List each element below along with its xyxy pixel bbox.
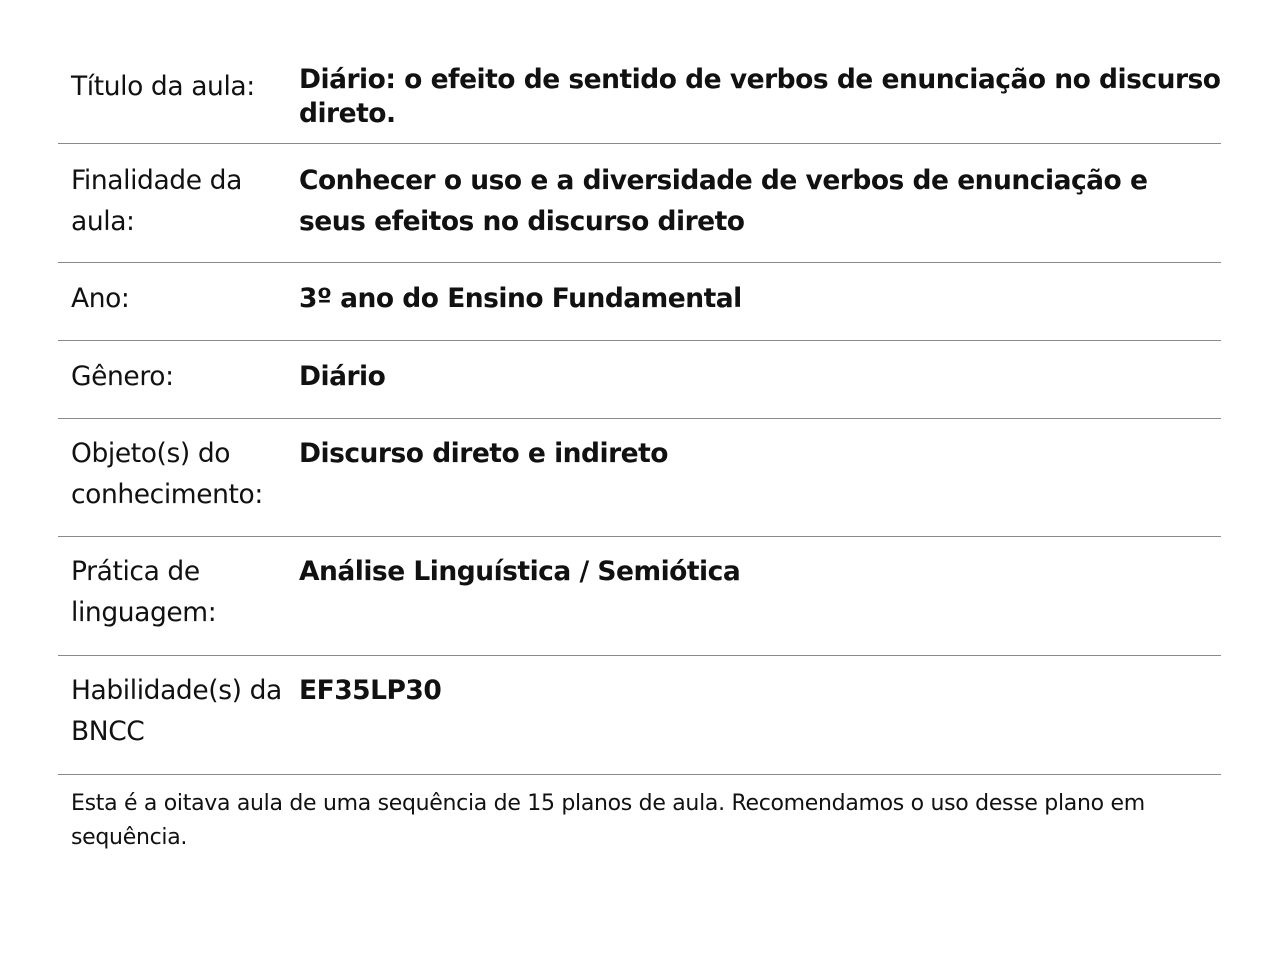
row-value: 3º ano do Ensino Fundamental	[299, 283, 742, 314]
row-label: Título da aula:	[71, 71, 255, 102]
table-row-pratica	[58, 537, 1221, 656]
row-value: Discurso direto e indireto	[299, 438, 669, 469]
row-value: EF35LP30	[299, 675, 442, 706]
table-row-habilidade	[58, 656, 1221, 775]
row-label: Habilidade(s) da BNCC	[71, 675, 282, 747]
table-row-finalidade	[58, 144, 1221, 263]
row-label: Finalidade da aula:	[71, 165, 242, 237]
table-row-titulo	[58, 55, 1221, 144]
table-row-objeto	[58, 419, 1221, 537]
row-value: Conhecer o uso e a diversidade de verbos de enunciação e seus efeitos no discurso direto	[299, 165, 1148, 237]
lesson-info-table	[58, 55, 1221, 855]
table-row-ano	[58, 263, 1221, 341]
row-label: Ano:	[71, 283, 130, 314]
row-label: Gênero:	[71, 361, 174, 392]
row-label: Prática de linguagem:	[71, 556, 217, 628]
sequence-note: Esta é a oitava aula de uma sequência de 15 planos de aula. Recomendamos o uso desse plano em sequência.	[71, 791, 1145, 850]
row-value: Diário: o efeito de sentido de verbos de enunciação no discurso direto.	[299, 64, 1221, 129]
row-label: Objeto(s) do conhecimento:	[71, 438, 263, 510]
row-value: Diário	[299, 361, 386, 392]
table-row-genero	[58, 341, 1221, 419]
row-value: Análise Linguística / Semiótica	[299, 556, 741, 587]
